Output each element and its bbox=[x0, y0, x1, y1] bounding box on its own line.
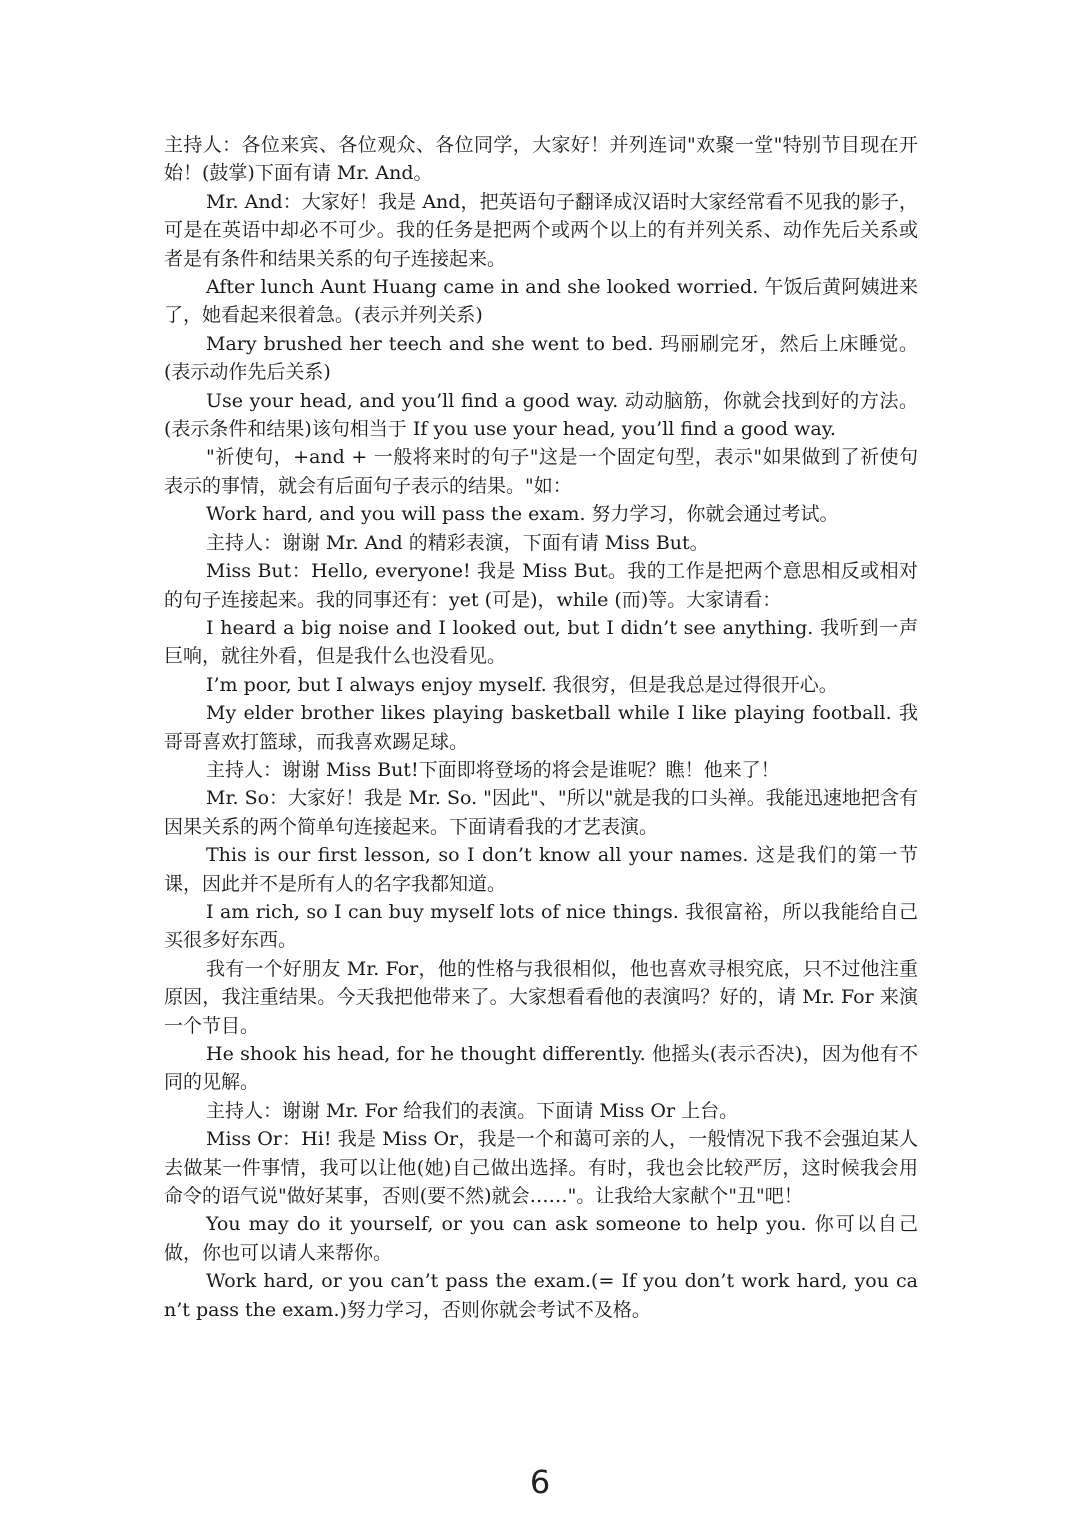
paragraph-and-example-3: Use your head, and you’ll find a good way. 动动脑筋，你就会找到好的方法。(表示条件和结果)该句相当于 If you use your head, you’ll find a good way. bbox=[164, 389, 918, 441]
paragraph-miss-but-intro: Miss But：Hello, everyone! 我是 Miss But。我的工作是把两个意思相反或相对的句子连接起来。我的同事还有：yet (可是)，while (而)等。大家请看： bbox=[164, 560, 918, 611]
paragraph-so-example-1: This is our first lesson, so I don’t know all your names. 这是我们的第一节课，因此并不是所有人的名字我都知道。 bbox=[164, 844, 918, 895]
paragraph-so-example-2: I am rich, so I can buy myself lots of nice things. 我很富裕，所以我能给自己买很多好东西。 bbox=[164, 900, 918, 952]
page-number: 6 bbox=[529, 1463, 551, 1501]
paragraph-mr-and-intro: Mr. And：大家好！我是 And，把英语句子翻译成汉语时大家经常看不见我的影子，可是在英语中却必不可少。我的任务是把两个或两个以上的有并列关系、动作先后关系或者是有条件和结果关系的句子连接起来。 bbox=[164, 190, 918, 270]
paragraph-or-example-1: You may do it yourself, or you can ask someone to help you. 你可以自己做，你也可以请人来帮你。 bbox=[164, 1213, 918, 1264]
paragraph-host-opening: 主持人：各位来宾、各位观众、各位同学，大家好！并列连词"欢聚一堂"特别节目现在开始！(鼓掌)下面有请 Mr. And。 bbox=[164, 134, 918, 185]
paragraph-and-example-4: Work hard, and you will pass the exam. 努力学习，你就会通过考试。 bbox=[206, 503, 839, 526]
paragraph-host-thanks-but: 主持人：谢谢 Miss But!下面即将登场的将会是谁呢？瞧！他来了！ bbox=[206, 758, 780, 781]
paragraph-and-pattern-note: "祈使句，+and + 一般将来时的句子"这是一个固定句型，表示"如果做到了祈使句表示的事情，就会有后面句子表示的结果。"如： bbox=[164, 446, 918, 497]
paragraph-and-example-2: Mary brushed her teech and she went to bed. 玛丽刷完牙，然后上床睡觉。(表示动作先后关系) bbox=[164, 332, 918, 384]
paragraph-for-example: He shook his head, for he thought differently. 他摇头(表示否决)，因为他有不同的见解。 bbox=[164, 1043, 918, 1094]
paragraph-host-thanks-and: 主持人：谢谢 Mr. And 的精彩表演，下面有请 Miss But。 bbox=[206, 531, 709, 554]
paragraph-while-example: My elder brother likes playing basketball while I like playing football. 我哥哥喜欢打篮球，而我喜欢踢足球。 bbox=[164, 702, 918, 753]
paragraph-miss-or-intro: Miss Or：Hi! 我是 Miss Or，我是一个和蔼可亲的人，一般情况下我不会强迫某人去做某一件事情，我可以让他(她)自己做出选择。有时，我也会比较严厉，这时候我会用命令的语气说"做好某事，否则(要不然)就会……"。让我给大家献个"丑"吧！ bbox=[164, 1128, 918, 1208]
paragraph-or-example-2: Work hard, or you can’t pass the exam.(= If you don’t work hard, you can’t pass the exam.)努力学习，否则你就会考试不及格。 bbox=[164, 1270, 918, 1321]
paragraph-mr-for-intro: 我有一个好朋友 Mr. For，他的性格与我很相似，他也喜欢寻根究底，只不过他注重原因，我注重结果。今天我把他带来了。大家想看看他的表演吗？好的，请 Mr. For 来演一个节目。 bbox=[164, 957, 918, 1037]
document-body bbox=[164, 131, 918, 1324]
paragraph-but-example-2: I’m poor, but I always enjoy myself. 我很穷，但是我总是过得很开心。 bbox=[206, 673, 838, 696]
paragraph-and-example-1: After lunch Aunt Huang came in and she looked worried. 午饭后黄阿姨进来了，她看起来很着急。(表示并列关系) bbox=[164, 276, 918, 327]
paragraph-but-example-1: I heard a big noise and I looked out, but I didn’t see anything. 我听到一声巨响，就往外看，但是我什么也没看见。 bbox=[164, 616, 918, 668]
paragraph-mr-so-intro: Mr. So：大家好！我是 Mr. So. "因此"、"所以"就是我的口头禅。我能迅速地把含有因果关系的两个简单句连接起来。下面请看我的才艺表演。 bbox=[164, 787, 918, 838]
paragraph-host-thanks-for: 主持人：谢谢 Mr. For 给我们的表演。下面请 Miss Or 上台。 bbox=[206, 1099, 739, 1122]
